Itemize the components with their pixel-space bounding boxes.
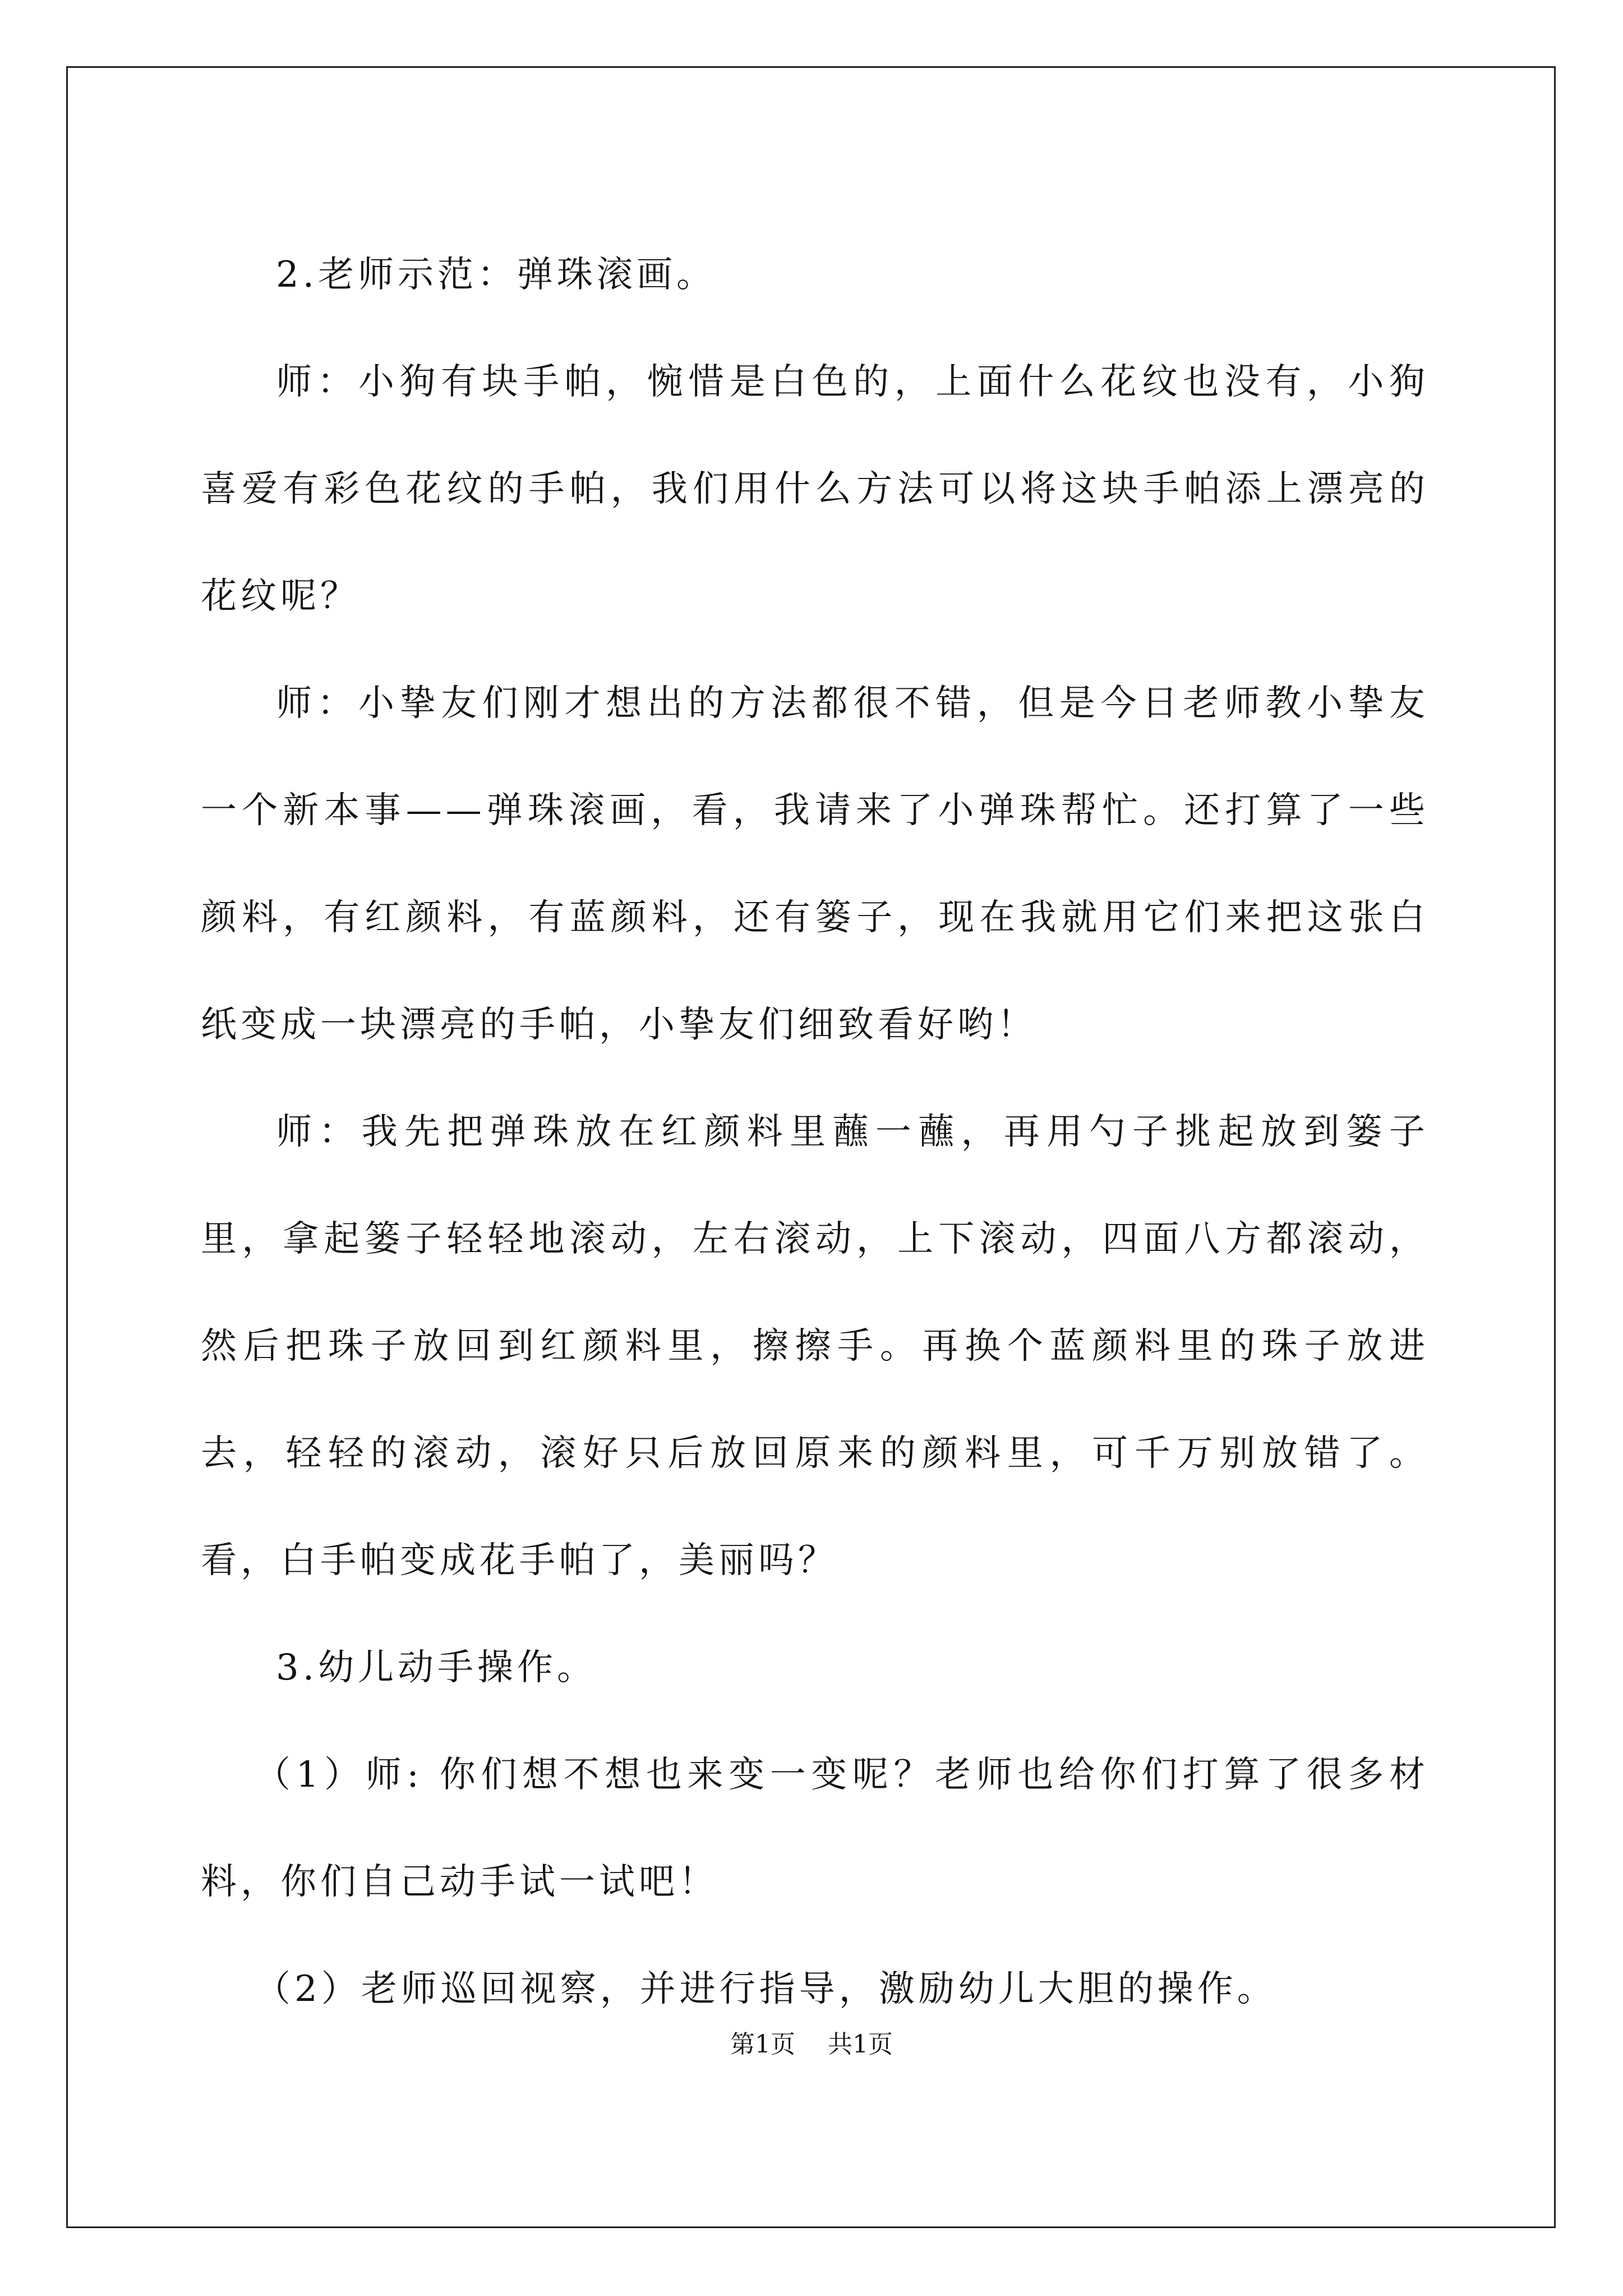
paragraph-sub-1: （1）师: 你们想不想也来变一变呢？老师也给你们打算了很多材料，你们自己动手试一试吧！ bbox=[201, 1754, 1429, 1903]
paragraph-sub-2: （2）老师巡回视察，并进行指导，激励幼儿大胆的操作。 bbox=[255, 1968, 1277, 2010]
paragraph-teacher-handkerchief: 师：小狗有块手帕，惋惜是白色的，上面什么花纹也没有，小狗喜爱有彩色花纹的手帕，我们用什么方法可以将这块手帕添上漂亮的花纹呢？ bbox=[201, 361, 1429, 617]
paragraph-teacher-new-skill: 师：小挚友们刚才想出的方法都很不错，但是今日老师教小挚友一个新本事——弹珠滚画，看，我请来了小弹珠帮忙。还打算了一些颜料，有红颜料，有蓝颜料，还有篓子，现在我就用它们来把这张白纸变成一块漂亮的手帕，小挚友们细致看好哟！ bbox=[201, 683, 1429, 1046]
document-body bbox=[201, 222, 1429, 2043]
page-number-total: 共1页 bbox=[828, 2030, 893, 2059]
paragraph-step-2-title: 2.老师示范：弹珠滚画。 bbox=[276, 254, 717, 296]
paragraph-teacher-demo: 师：我先把弹珠放在红颜料里蘸一蘸，再用勺子挑起放到篓子里，拿起篓子轻轻地滚动，左右滚动，上下滚动，四面八方都滚动，然后把珠子放回到红颜料里，擦擦手。再换个蓝颜料里的珠子放进去，轻轻的滚动，滚好只后放回原来的颜料里，可千万别放错了。看，白手帕变成花手帕了，美丽吗？ bbox=[201, 1111, 1429, 1581]
page-footer bbox=[0, 2028, 1623, 2062]
page-number-current: 第1页 bbox=[730, 2030, 795, 2059]
paragraph-step-3-title: 3.幼儿动手操作。 bbox=[276, 1647, 597, 1688]
